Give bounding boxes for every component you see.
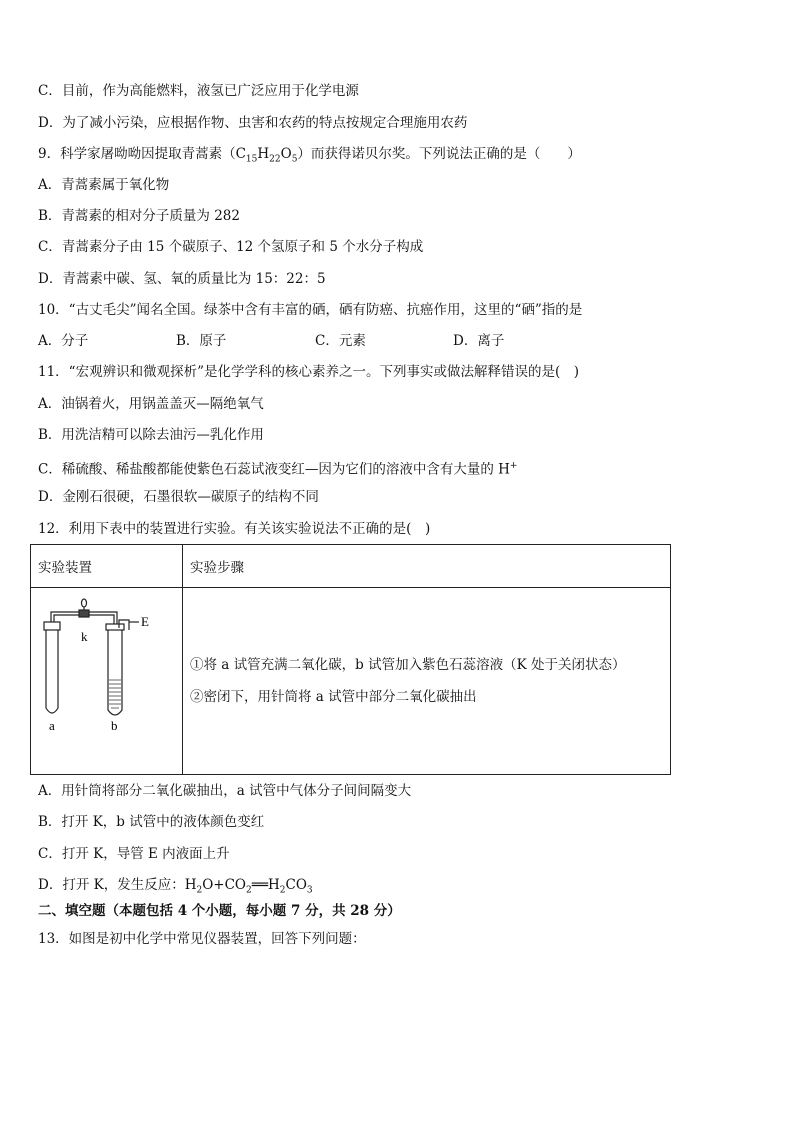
q12-d-s2: 2 [246,885,252,896]
q10-option-a: A．分子 [38,333,89,349]
step-1: ①将 a 试管充满二氧化碳，b 试管加入紫色石蕊溶液（K 处于关闭状态） [190,657,626,673]
q9-option-c: C．青蒿素分子由 15 个碳原子、12 个氢原子和 5 个水分子构成 [38,239,424,255]
q12-d-mid1: O+CO [202,877,246,893]
q10-option-b: B．原子 [176,333,227,349]
q11-option-d: D．金刚石很硬，石墨很软—碳原子的结构不同 [38,489,319,505]
apparatus-diagram [31,588,181,774]
q9-mid2: O [280,146,292,162]
experiment-table [30,544,671,775]
q12-stem: 12．利用下表中的装置进行实验。有关该实验说法不正确的是( ) [38,521,431,537]
tube-b [106,624,124,715]
q10-stem: 10．“古丈毛尖”闻名全国。绿茶中含有丰富的硒，硒有防癌、抗癌作用，这里的“硒”指的是 [38,302,583,318]
clamp-k [79,599,89,617]
q12-option-b: B．打开 K，b 试管中的液体颜色变红 [38,814,265,830]
q9-stem-pre: 9．科学家屠呦呦因提取青蒿素（C [38,146,246,162]
q12-d-s1: 2 [196,885,203,896]
q12-d-s3: 2 [279,885,286,896]
q12-d-s4: 3 [306,885,313,896]
q12-option-c: C．打开 K，导管 E 内液面上升 [38,846,230,862]
q9-mid1: H [257,146,270,162]
line-q8-d: D．为了减小污染，应根据作物、虫害和农药的特点按规定合理施用农药 [38,115,468,131]
label-e: E [141,614,149,629]
tube-a [44,622,60,713]
q9-stem [38,145,581,169]
q9-sub3: 5 [291,154,298,165]
q9-option-d: D．青蒿素中碳、氢、氧的质量比为 15：22：5 [38,271,326,287]
q12-option-d [38,876,313,900]
tube-b-liquid [109,680,121,708]
q9-option-a: A．青蒿素属于氧化物 [38,177,170,193]
q9-sub1: 15 [245,154,258,165]
q11-option-c-text: C．稀硫酸、稀盐酸都能使紫色石蕊试液变红—因为它们的溶液中含有大量的 H [38,461,510,478]
header-device: 实验装置 [31,545,183,588]
q11-option-b: B．用洗洁精可以除去油污—乳化作用 [38,427,264,443]
step-2: ②密闭下，用针筒将 a 试管中部分二氧化碳抽出 [190,689,477,705]
q12-d-mid2: ══H [251,877,280,893]
q9-stem-post: ）而获得诺贝尔奖。下列说法正确的是（ ） [297,146,581,162]
q12-option-a: A．用针筒将部分二氧化碳抽出，a 试管中气体分子间间隔变大 [38,783,412,799]
q11-option-a: A．油锅着火，用锅盖盖灭—隔绝氧气 [38,396,264,412]
header-steps: 实验步骤 [183,545,671,588]
q12-option-d-pre: D．打开 K，发生反应：H [38,877,197,893]
q11-option-c-sup: + [509,461,518,471]
q13-stem: 13．如图是初中化学中常见仪器装置，回答下列问题： [38,931,366,947]
table-content-row [31,588,671,775]
label-a: a [49,718,55,733]
q10-option-d: D．离子 [453,333,505,349]
q9-sub2: 22 [269,154,281,165]
steps-cell [183,588,671,775]
section-heading: 二、填空题（本题包括 4 个小题，每小题 7 分，共 28 分） [38,903,401,919]
label-b: b [111,718,118,733]
q10-option-c: C．元素 [315,333,366,349]
q12-d-mid3: CO [285,877,307,893]
q9-option-b: B．青蒿素的相对分子质量为 282 [38,208,240,224]
table-header-row [31,545,671,588]
q11-stem: 11．“宏观辨识和微观探析”是化学学科的核心素养之一。下列事实或做法解释错误的是( ) [38,364,580,380]
q11-option-c [38,457,517,479]
apparatus-cell [31,588,183,775]
line-q8-c: C．目前，作为高能燃料，液氢已广泛应用于化学电源 [38,83,359,99]
label-k: k [81,629,88,644]
